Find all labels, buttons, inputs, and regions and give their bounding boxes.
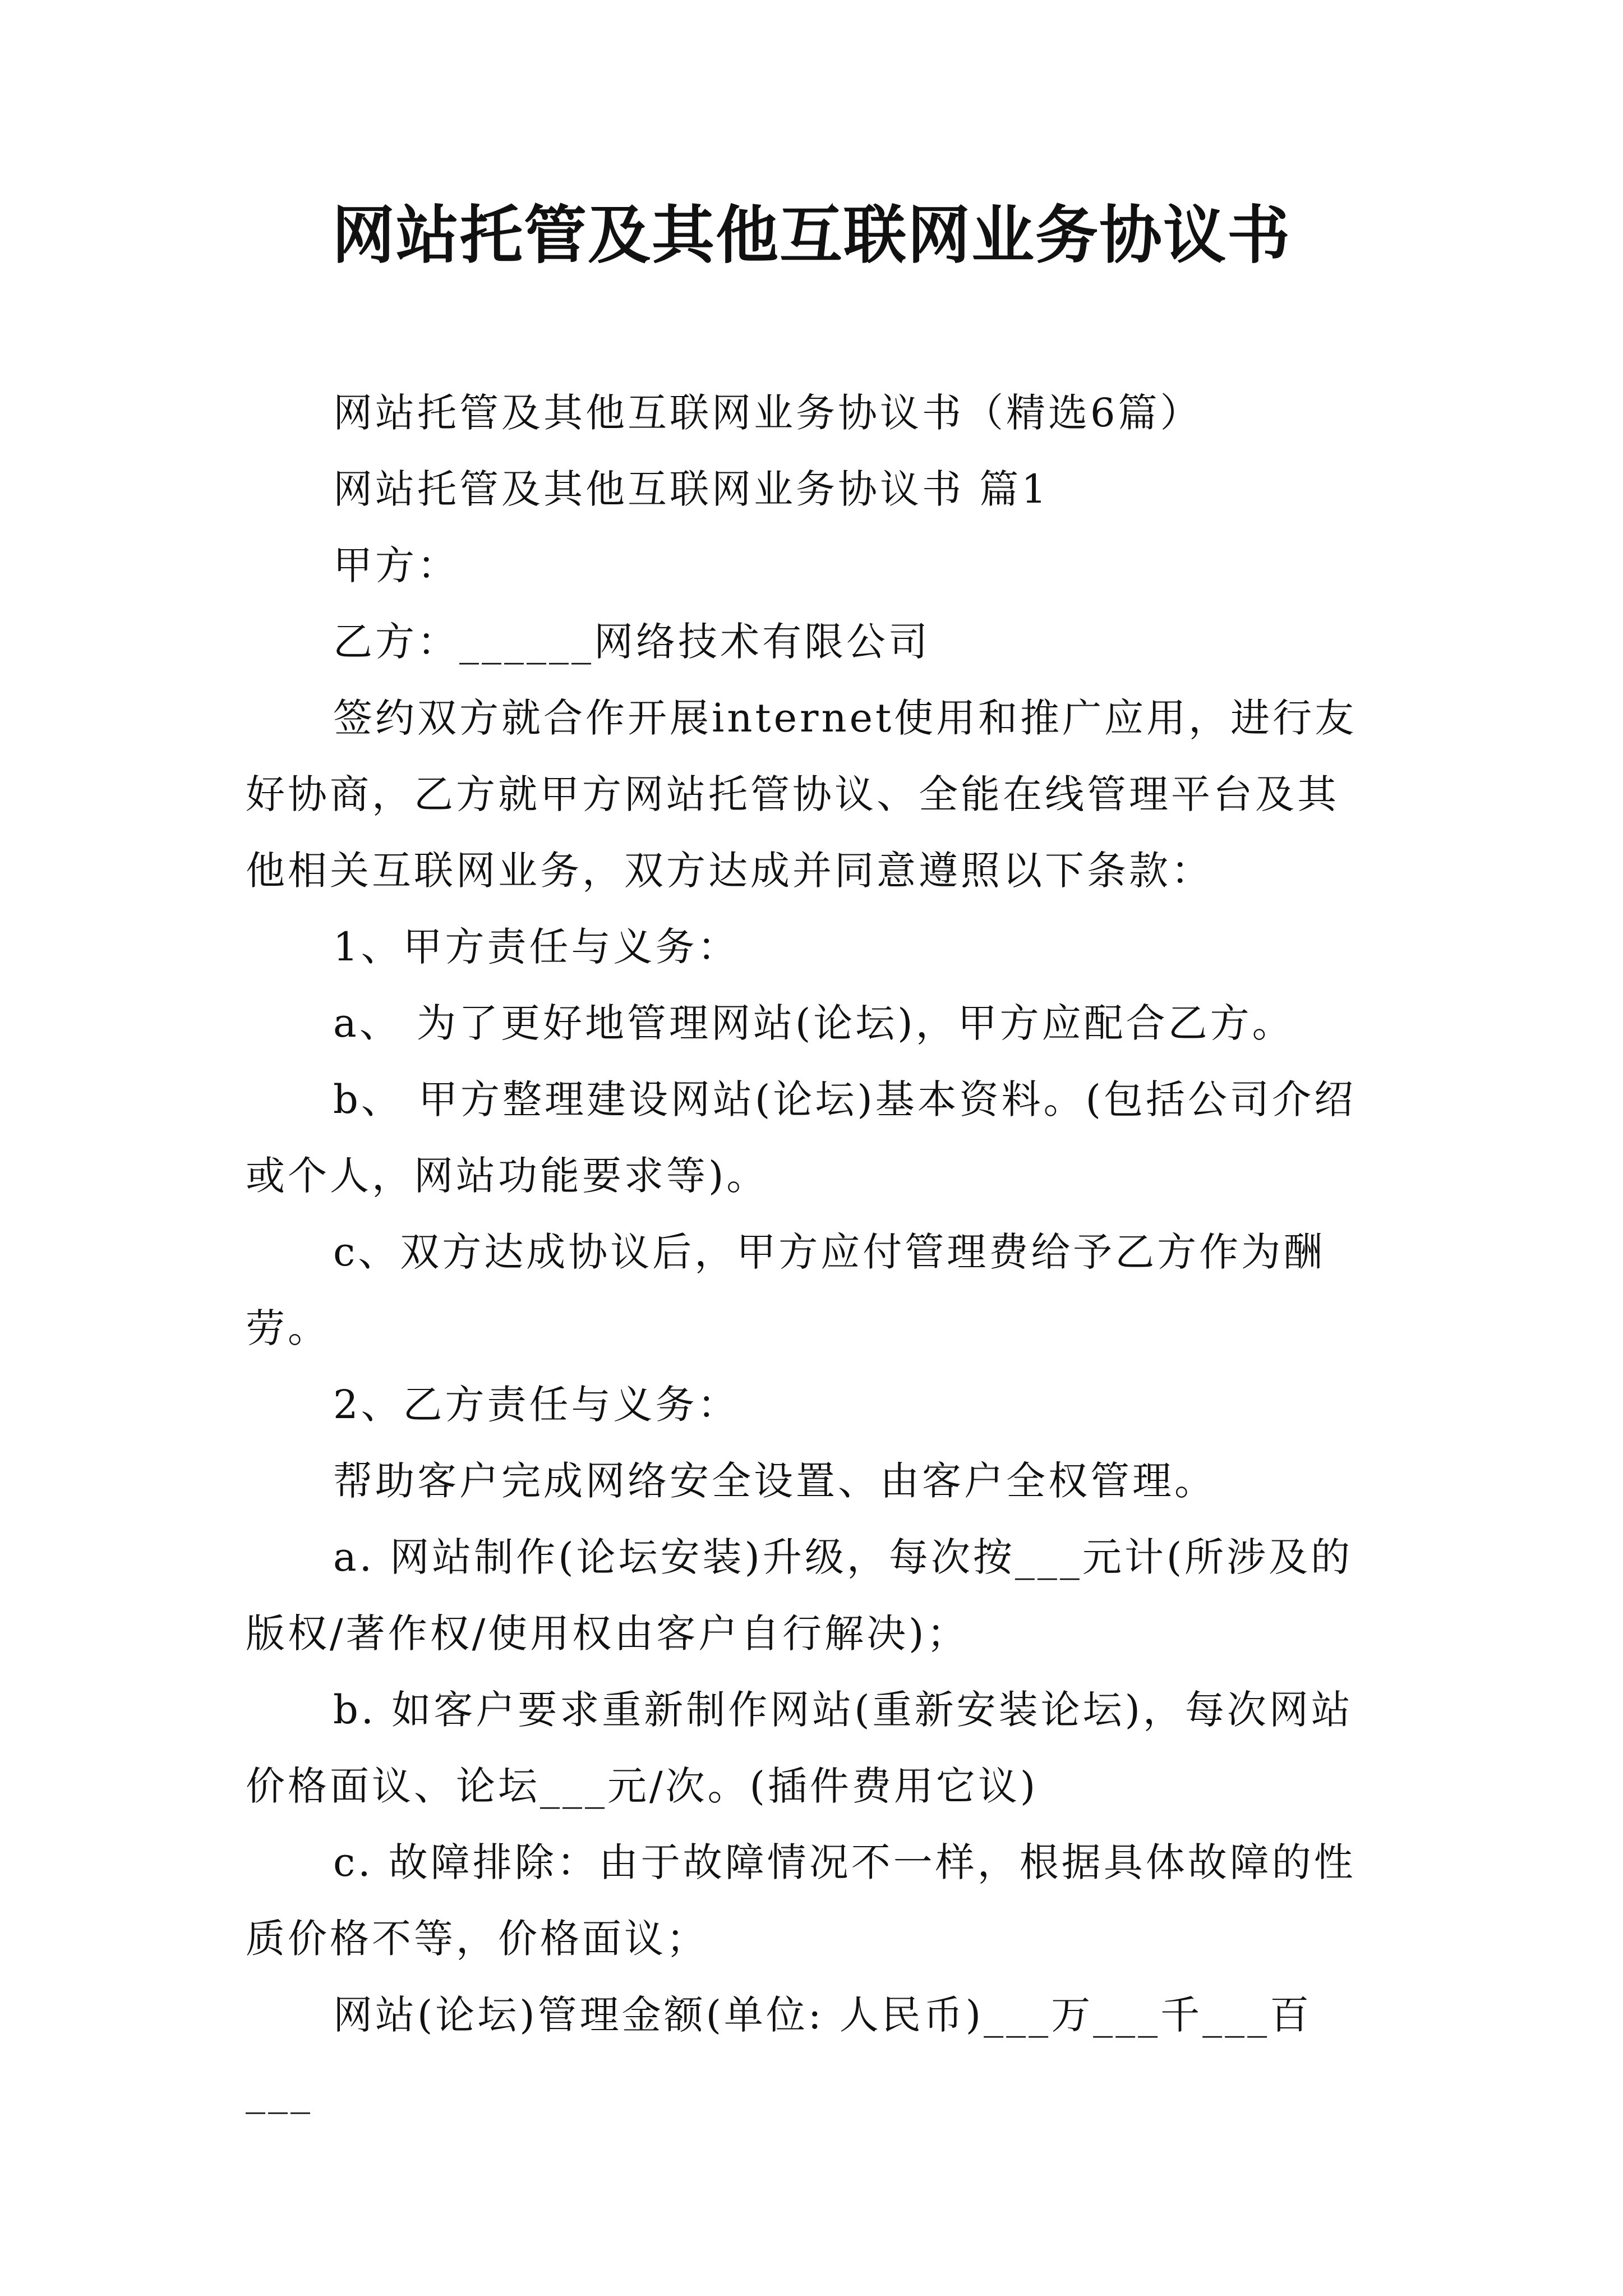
paragraph-party-a: 甲方： <box>333 542 459 588</box>
paragraph-clause-1a: a、 为了更好地管理网站(论坛)，甲方应配合乙方。 <box>333 1000 1294 1046</box>
paragraph-section-heading: 网站托管及其他互联网业务协议书 篇1 <box>333 466 1049 512</box>
paragraph-clause-1: 1、甲方责任与义务： <box>333 924 740 970</box>
paragraph-clause-2a: a. 网站制作(论坛安装)升级，每次按___元计(所涉及的版权/著作权/使用权由客户自行解决)； <box>246 1534 1353 1657</box>
document-body <box>246 375 1377 2129</box>
paragraph-fee-amount: 网站(论坛)管理金额(单位: 人民币)___万___千___百___ <box>246 1992 1312 2114</box>
paragraph-clause-2b: b. 如客户要求重新制作网站(重新安装论坛)，每次网站价格面议、论坛___元/次。(插件费用它议) <box>246 1687 1353 1809</box>
paragraph-intro: 签约双方就合作开展internet使用和推广应用，进行友好协商，乙方就甲方网站托管协议、全能在线管理平台及其他相关互联网业务，双方达成并同意遵照以下条款： <box>246 695 1357 894</box>
paragraph-clause-1b: b、 甲方整理建设网站(论坛)基本资料。(包括公司介绍或个人，网站功能要求等)。 <box>246 1076 1356 1199</box>
paragraph-clause-2-intro: 帮助客户完成网络安全设置、由客户全权管理。 <box>333 1458 1216 1504</box>
paragraph-clause-2: 2、乙方责任与义务： <box>333 1382 740 1428</box>
paragraph-clause-1c: c、双方达成协议后，甲方应付管理费给予乙方作为酬劳。 <box>246 1229 1326 1351</box>
paragraph-party-b: 乙方：______网络技术有限公司 <box>333 619 930 665</box>
paragraph-clause-2c: c. 故障排除：由于故障情况不一样，根据具体故障的性质价格不等，价格面议； <box>246 1839 1356 1962</box>
document-title: 网站托管及其他互联网业务协议书 <box>332 199 1291 272</box>
paragraph-subtitle: 网站托管及其他互联网业务协议书（精选6篇） <box>333 390 1202 436</box>
